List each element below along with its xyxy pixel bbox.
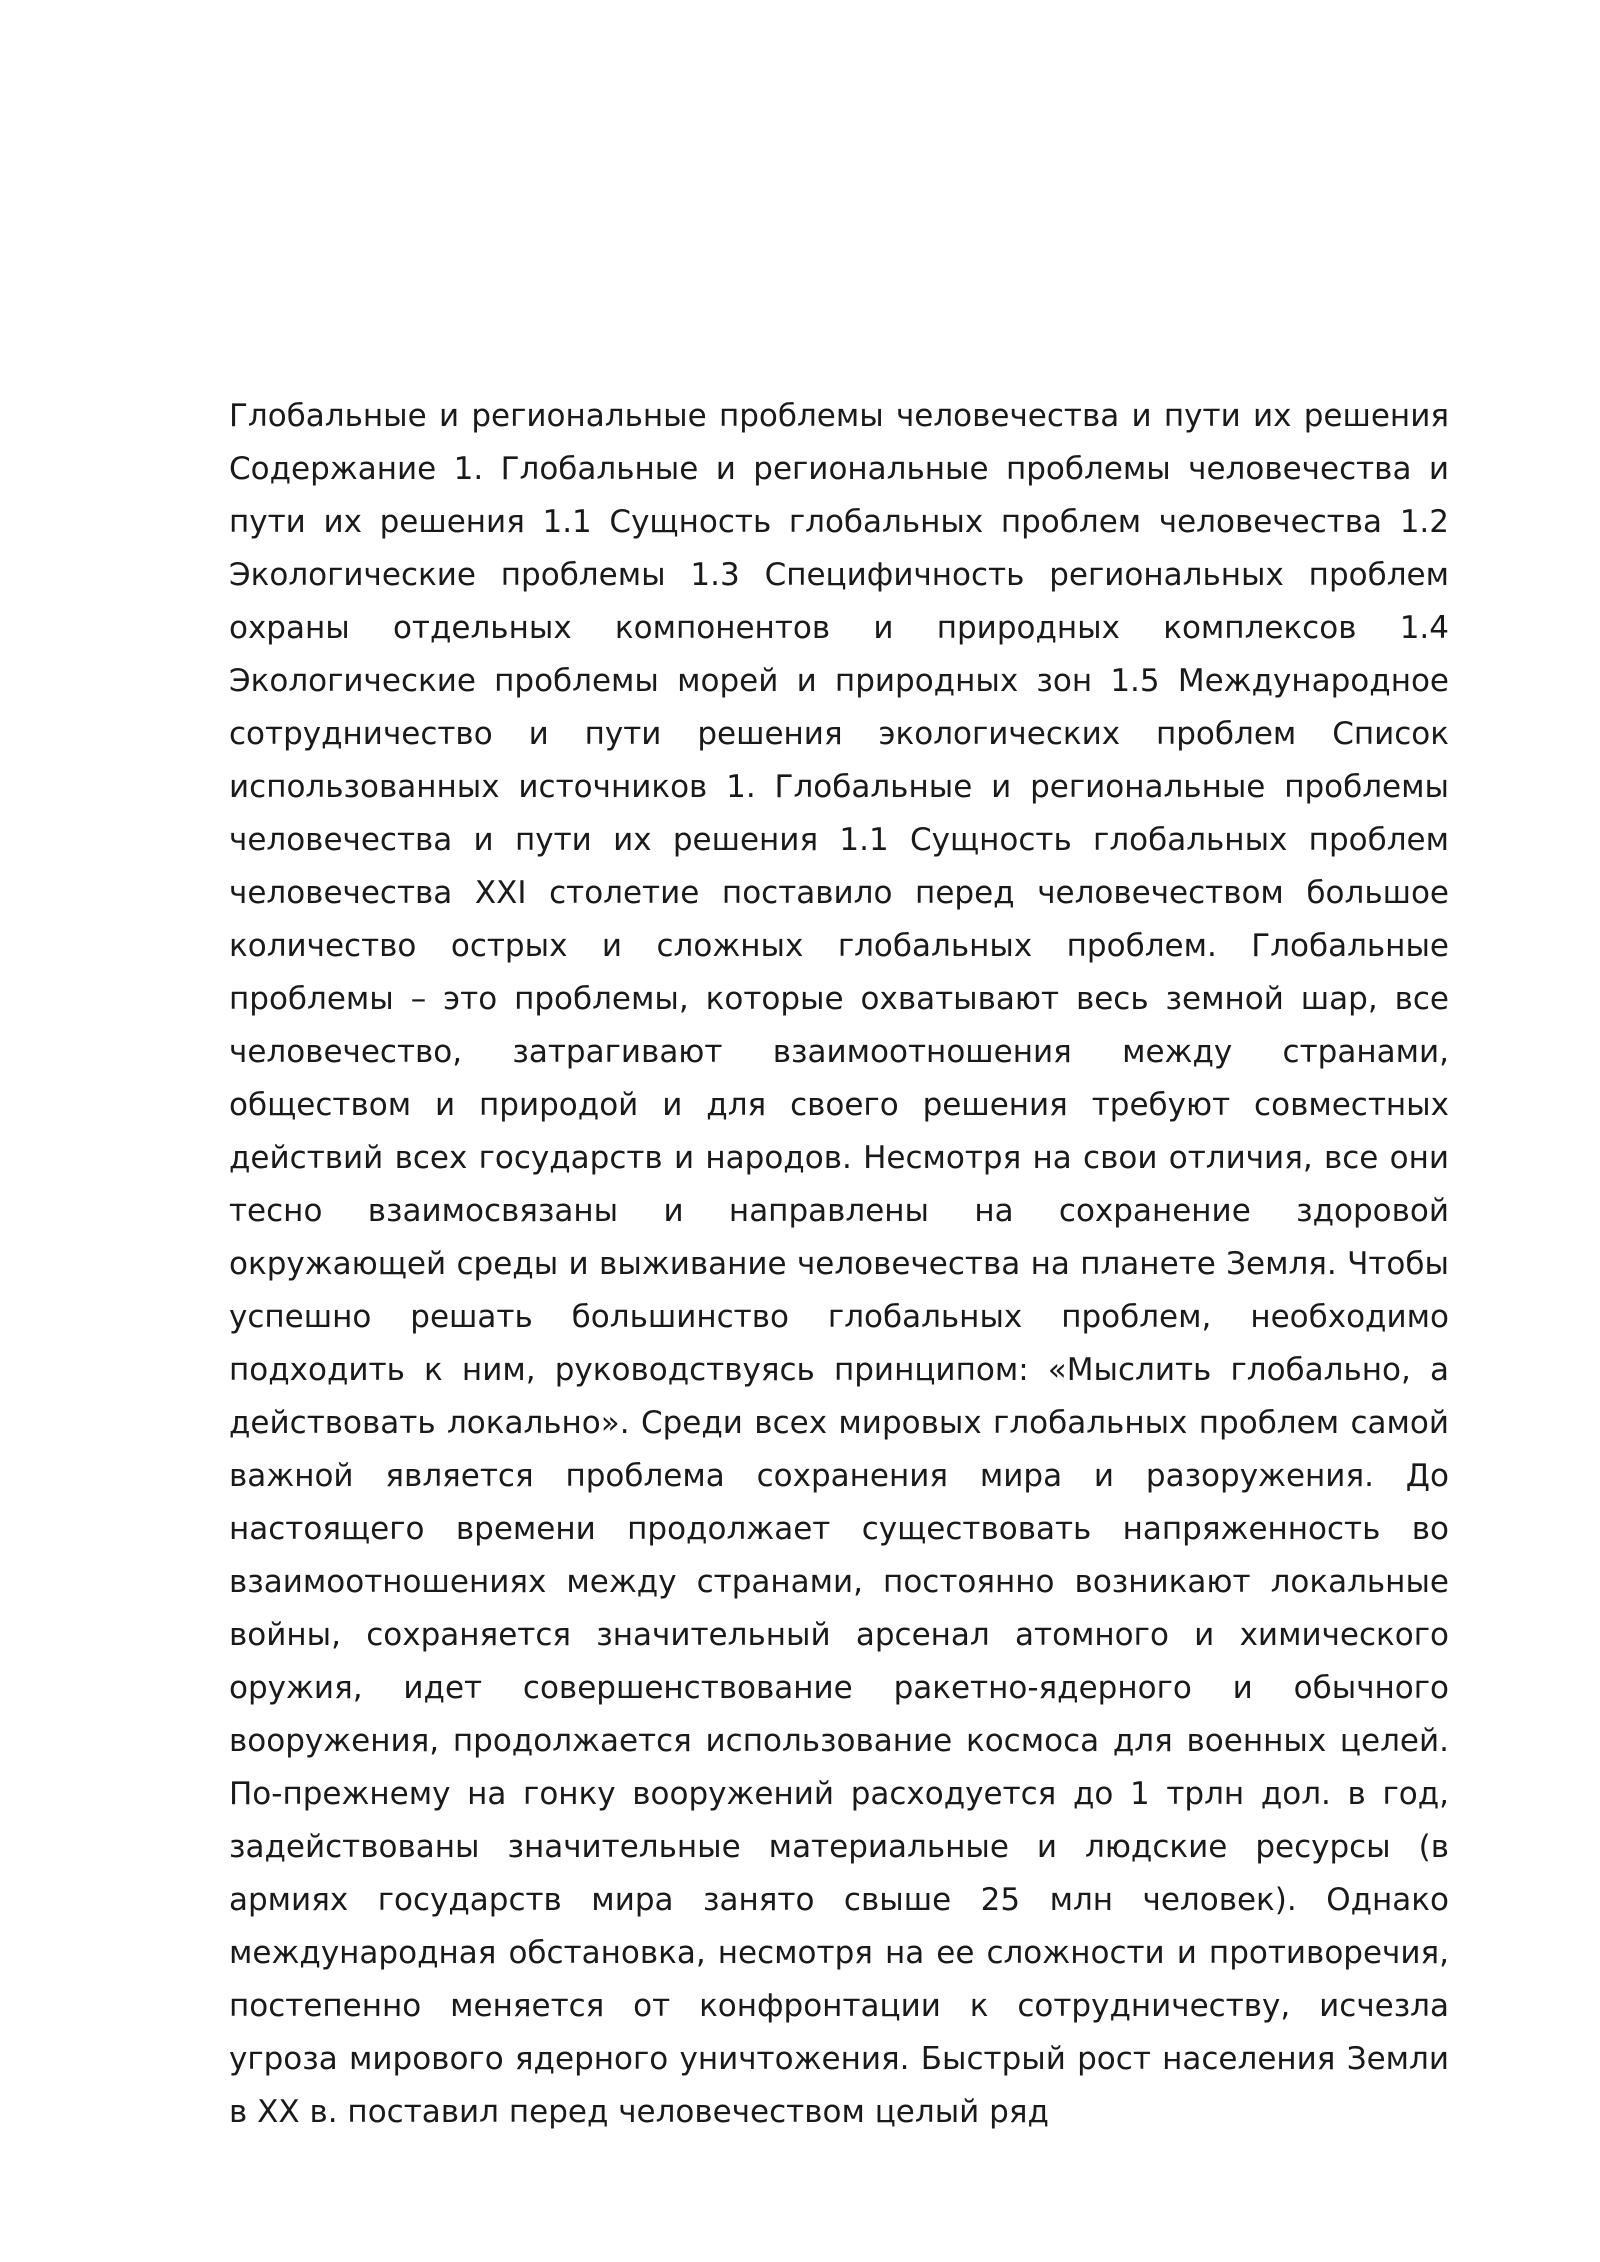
- body-paragraph: Глобальные и региональные проблемы человечества и пути их решения Содержание 1. Глобальные и региональные проблемы человечества и пути их решения 1.1 Сущность глобальных проблем человечества 1.2 Экологические проблемы 1.3 Специфичность региональных проблем охраны отдельных компонентов и природных комплексов 1.4 Экологические проблемы морей и природных зон 1.5 Международное сотрудничество и пути решения экологических проблем Список использованных источников 1. Глобальные и региональные проблемы человечества и пути их решения 1.1 Сущность глобальных проблем человечества XXI столетие поставило перед человечеством большое количество острых и сложных глобальных проблем. Глобальные проблемы – это проблемы, которые охватывают весь земной шар, все человечество, затрагивают взаимоотношения между странами, обществом и природой и для своего решения требуют совместных действий всех государств и народов. Несмотря на свои отличия, все они тесно взаимосвязаны и направлены на сохранение здоровой окружающей среды и выживание человечества на планете Земля. Чтобы успешно решать большинство глобальных проблем, необходимо подходить к ним, руководствуясь принципом: «Мыслить глобально, а действовать локально». Среди всех мировых глобальных проблем самой важной является проблема сохранения мира и разоружения. До настоящего времени продолжает существовать напряженность во взаимоотношениях между странами, постоянно возникают локальные войны, сохраняется значительный арсенал атомного и химического оружия, идет совершенствование ракетно-ядерного и обычного вооружения, продолжается использование космоса для военных целей. По-прежнему на гонку вооружений расходуется до 1 трлн дол. в год, задействованы значительные материальные и людские ресурсы (в армиях государств мира занято свыше 25 млн человек). Однако международная обстановка, несмотря на ее сложности и противоречия, постепенно меняется от конфронтации к сотрудничеству, исчезла угроза мирового ядерного уничтожения. Быстрый рост населения Земли в XX в. поставил перед человечеством целый ряд: [229, 398, 1449, 2130]
